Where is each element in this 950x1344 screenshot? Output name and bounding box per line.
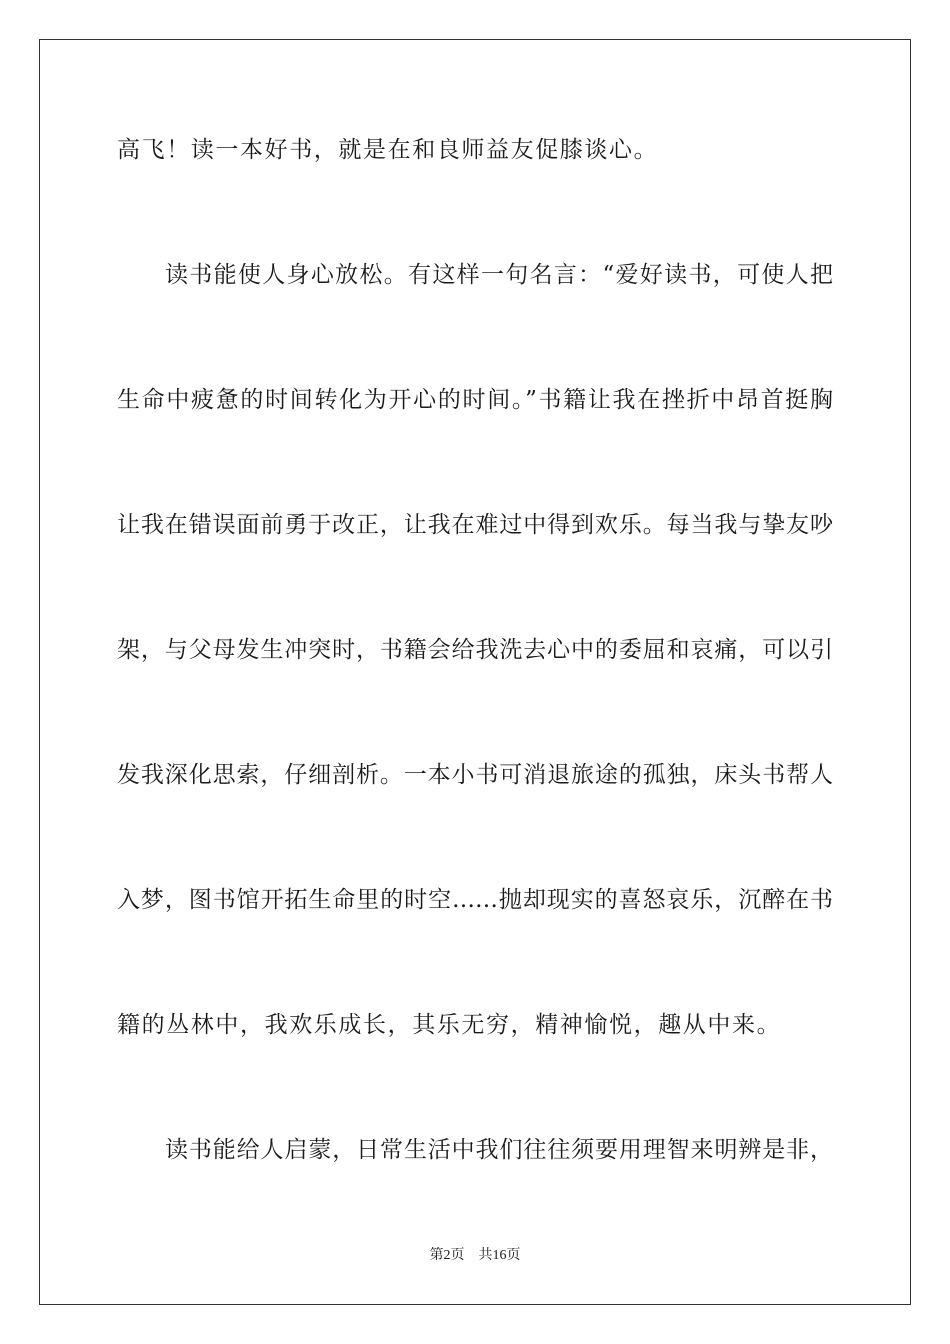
page-number: 第2页 bbox=[429, 1248, 465, 1263]
page-footer bbox=[0, 1247, 950, 1265]
paragraph-line: 入梦，图书馆开拓生命里的时空……抛却现实的喜怒哀乐，沉醉在书 bbox=[117, 887, 833, 913]
paragraph-line: 让我在错误面前勇于改正，让我在难过中得到欢乐。每当我与挚友吵 bbox=[117, 512, 833, 538]
paragraph-line: 籍的丛林中，我欢乐成长，其乐无穷，精神愉悦，趣从中来。 bbox=[117, 1012, 782, 1038]
paragraph-line: 架，与父母发生冲突时，书籍会给我洗去心中的委屈和哀痛，可以引 bbox=[117, 637, 833, 663]
total-pages: 共16页 bbox=[478, 1248, 521, 1263]
paragraph-line: 发我深化思索，仔细剖析。一本小书可消退旅途的孤独，床头书帮人 bbox=[117, 762, 833, 788]
paragraph-line: 读书能给人启蒙，日常生活中我们往往须要用理智来明辨是非， bbox=[165, 1137, 833, 1163]
paragraph-line: 高飞！读一本好书，就是在和良师益友促膝谈心。 bbox=[117, 137, 659, 163]
paragraph-line: 读书能使人身心放松。有这样一句名言：“爱好读书，可使人把 bbox=[165, 262, 833, 288]
paragraph-line: 生命中疲惫的时间转化为开心的时间。”书籍让我在挫折中昂首挺胸 bbox=[117, 387, 833, 413]
page-border bbox=[39, 39, 911, 1305]
